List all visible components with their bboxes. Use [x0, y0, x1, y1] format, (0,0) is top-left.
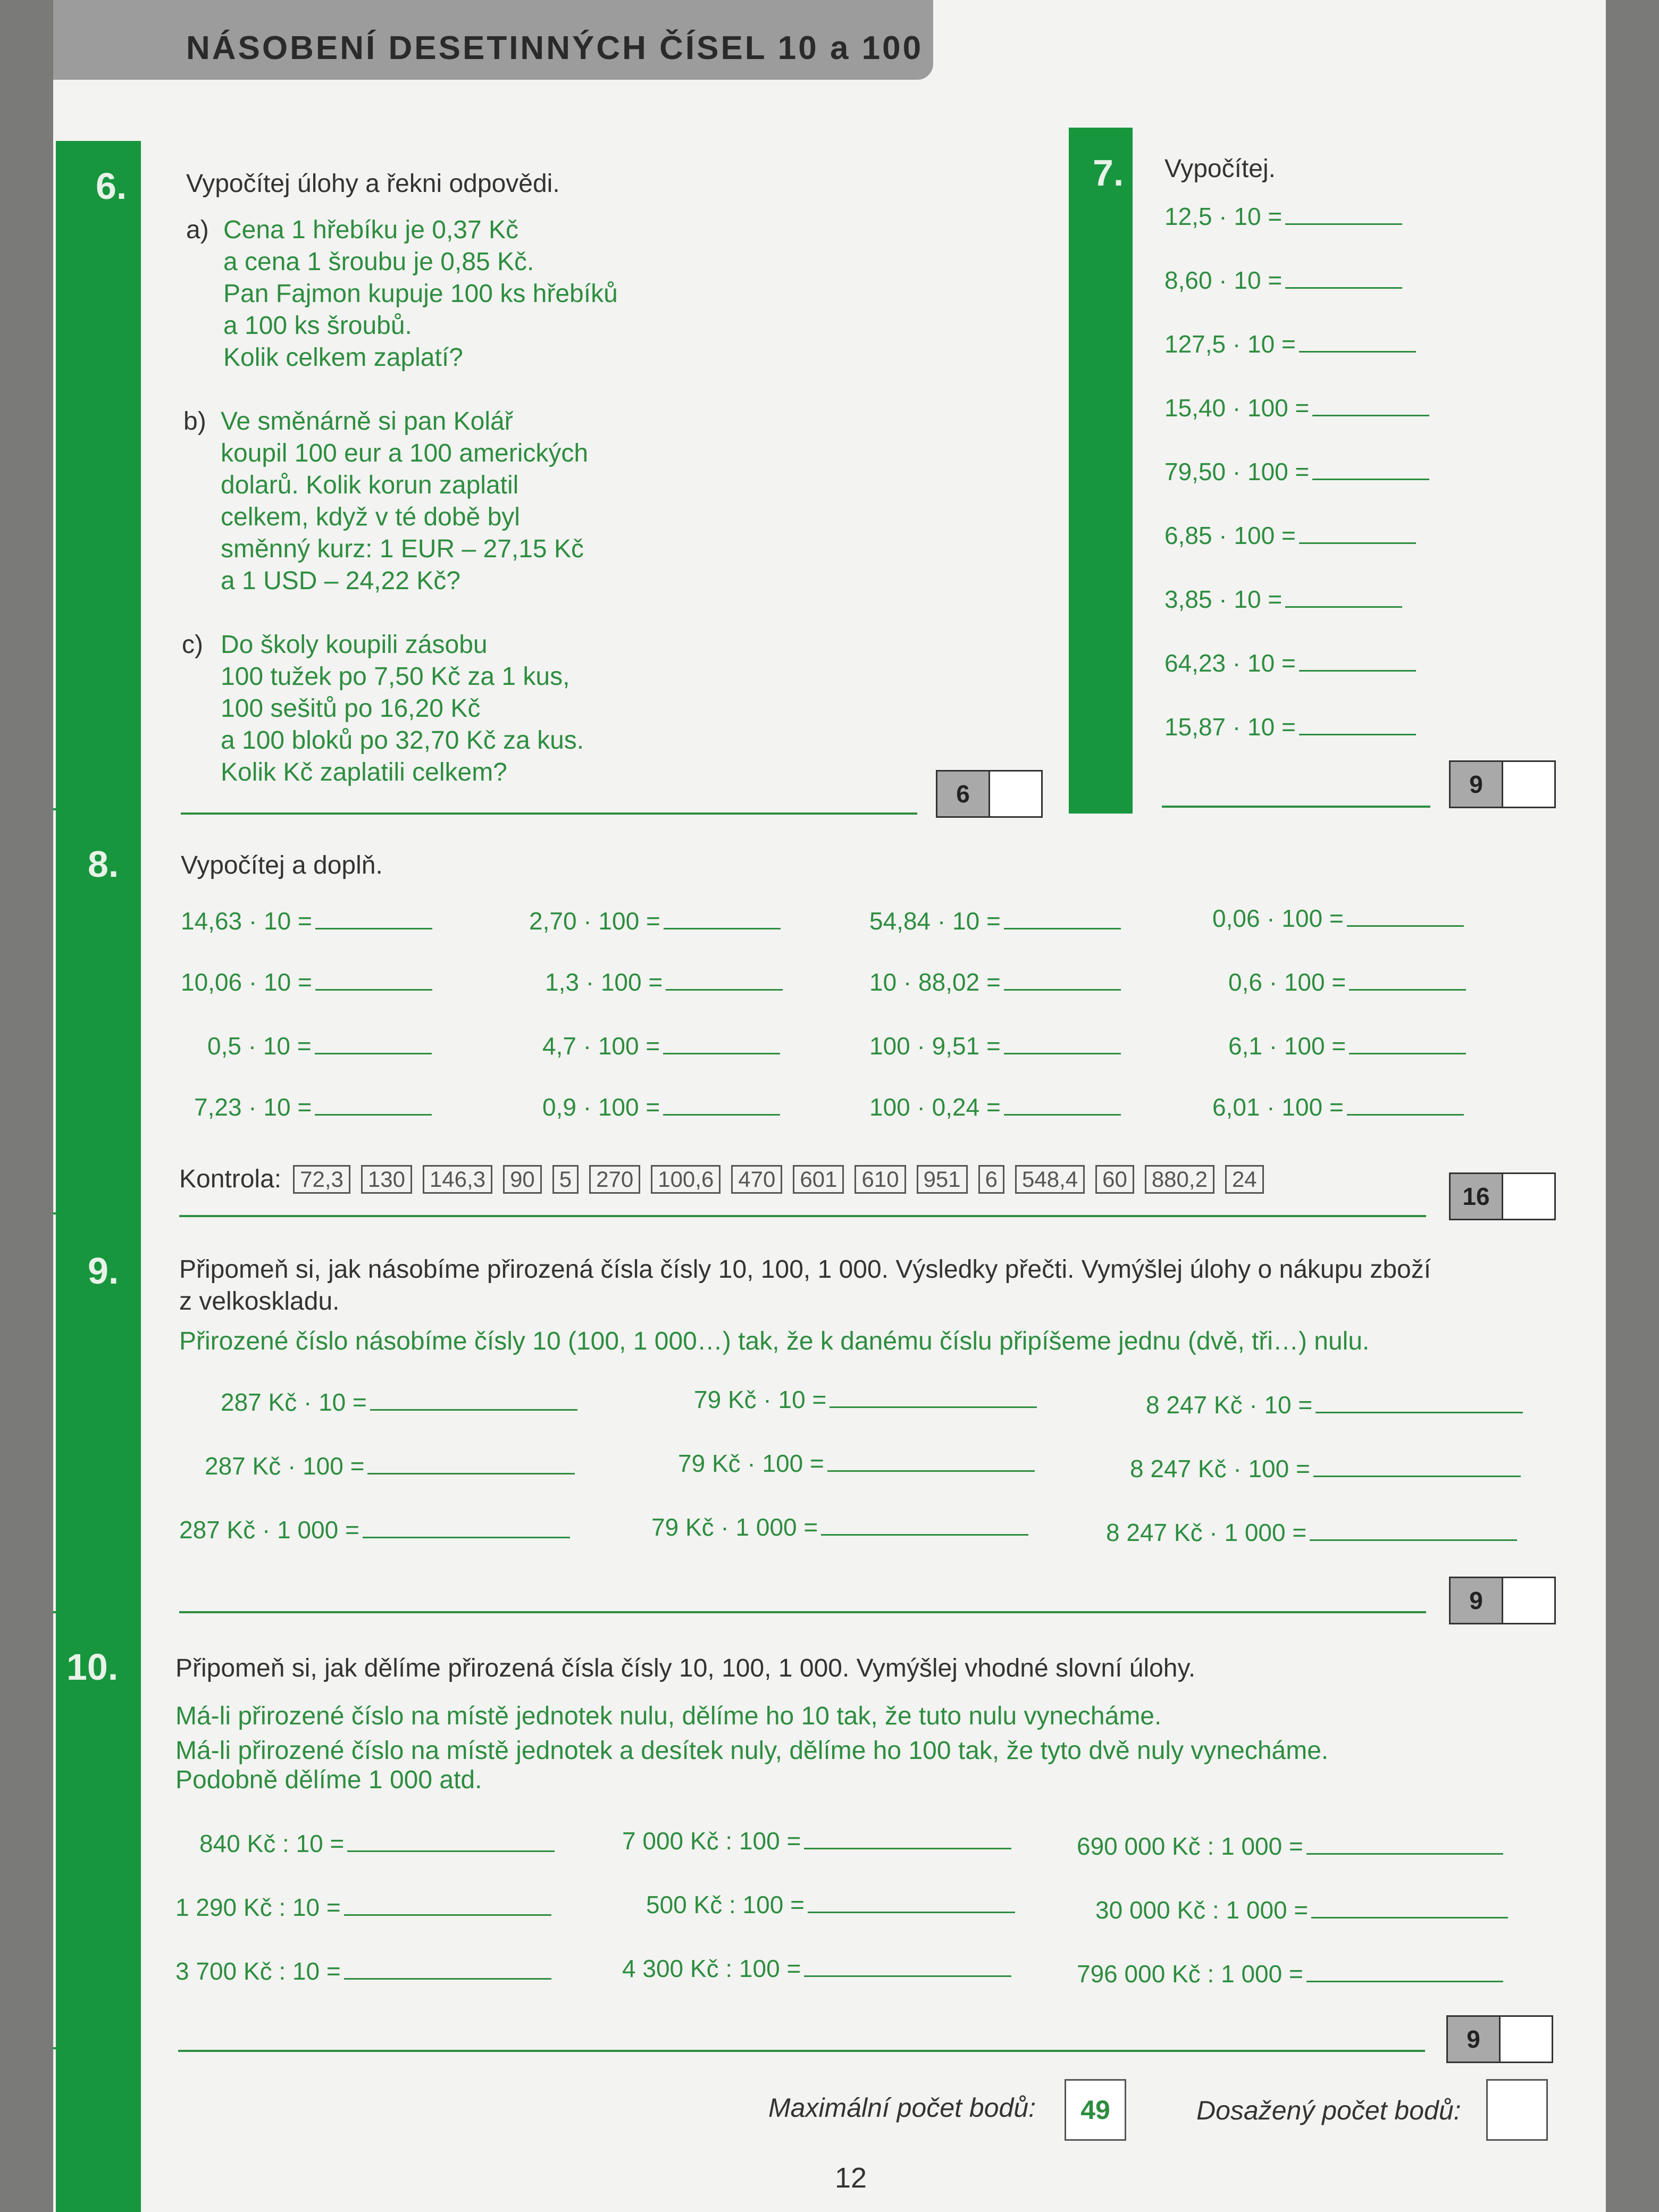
page-title: NÁSOBENÍ DESETINNÝCH ČÍSEL 10 a 100: [186, 30, 924, 66]
kontrola-value: 90: [503, 1165, 542, 1194]
answer-blank[interactable]: [1285, 204, 1402, 225]
ex6-c-line: 100 tužek po 7,50 Kč za 1 kus,: [221, 663, 570, 691]
kontrola-value: 951: [917, 1165, 968, 1194]
ex6-a-line: a cena 1 šroubu je 0,85 Kč.: [223, 248, 534, 276]
ex10-equation: 4 300 Kč : 100 =: [622, 1954, 1011, 1983]
ex6-a-line: Cena 1 hřebíku je 0,37 Kč: [223, 216, 519, 244]
ex9-equation: 287 Kč · 1 000 =: [179, 1515, 570, 1544]
answer-blank[interactable]: [1316, 1393, 1523, 1413]
kontrola-value: 100,6: [651, 1165, 720, 1194]
answer-blank[interactable]: [315, 1034, 432, 1054]
ex6-a-label: a): [186, 216, 209, 244]
ex6-b-line: a 1 USD – 24,22 Kč?: [221, 567, 460, 595]
section-divider: [53, 2047, 128, 2049]
ex9-equation: 8 247 Kč · 1 000 =: [1106, 1518, 1517, 1547]
answer-blank[interactable]: [1285, 587, 1402, 608]
answer-blank[interactable]: [315, 970, 432, 991]
answer-blank[interactable]: [1299, 332, 1416, 353]
ex7-equation: 6,85 · 100 =: [1164, 521, 1416, 550]
answer-blank[interactable]: [1349, 1034, 1466, 1054]
ex6-points-value: 6: [937, 772, 990, 816]
ex8-points-input[interactable]: [1503, 1174, 1554, 1219]
answer-blank[interactable]: [1285, 268, 1402, 289]
exercise-9-number: 9.: [88, 1250, 119, 1292]
exercise-8-heading: Vypočítej a doplň.: [181, 851, 383, 879]
ex6-points-input[interactable]: [990, 772, 1041, 816]
ex7-equation: 15,87 · 10 =: [1164, 713, 1416, 741]
answer-blank[interactable]: [1349, 970, 1466, 991]
ex10-equation: 1 290 Kč : 10 =: [175, 1893, 551, 1922]
ex10-equation: 690 000 Kč : 1 000 =: [1077, 1832, 1503, 1861]
answer-blank[interactable]: [663, 1095, 780, 1116]
answer-blank[interactable]: [830, 1387, 1037, 1408]
ex8-answer-line[interactable]: [179, 1215, 1426, 1217]
ex9-equation: 79 Kč · 100 =: [678, 1449, 1035, 1478]
achieved-points-label: Dosažený počet bodů:: [1196, 2096, 1461, 2125]
achieved-points-input[interactable]: [1486, 2079, 1548, 2141]
ex8-points-box: [1449, 1172, 1556, 1220]
kontrola-value: 72,3: [293, 1165, 350, 1194]
answer-blank[interactable]: [367, 1454, 575, 1474]
section-divider: [53, 1212, 128, 1214]
kontrola-value: 470: [731, 1165, 782, 1194]
ex9-points-input[interactable]: [1503, 1578, 1554, 1623]
answer-blank[interactable]: [1310, 1520, 1517, 1541]
ex10-answer-line[interactable]: [178, 2050, 1425, 2052]
ex7-equation: 79,50 · 100 =: [1164, 457, 1429, 486]
exercise-10-heading: Připomeň si, jak dělíme přirozená čísla čísly 10, 100, 1 000. Vymýšlej vhodné slovní úlohy.: [175, 1654, 1196, 1682]
answer-blank[interactable]: [1004, 1034, 1121, 1054]
ex8-equation: 7,23 · 10 =: [194, 1093, 432, 1121]
ex6-c-label: c): [182, 631, 203, 659]
ex10-equation: 7 000 Kč : 100 =: [622, 1826, 1011, 1855]
kontrola-value: 5: [552, 1165, 579, 1194]
ex10-points-input[interactable]: [1501, 2017, 1552, 2062]
exercise-8-number: 8.: [88, 843, 119, 885]
ex8-equation: 2,70 · 100 =: [529, 907, 781, 935]
ex6-points-box: [936, 770, 1043, 818]
answer-blank[interactable]: [1004, 1095, 1121, 1116]
workbook-page: [53, 0, 1606, 2212]
ex10-equation: 796 000 Kč : 1 000 =: [1077, 1959, 1503, 1988]
ex8-equation: 6,01 · 100 =: [1212, 1093, 1464, 1121]
max-points-label: Maximální počet bodů:: [768, 2093, 1036, 2123]
ex8-points-value: 16: [1451, 1174, 1503, 1219]
ex9-points-box: [1449, 1577, 1556, 1624]
answer-blank[interactable]: [663, 1034, 780, 1054]
answer-blank[interactable]: [1347, 1095, 1464, 1116]
ex10-equation: 30 000 Kč : 1 000 =: [1095, 1896, 1508, 1924]
answer-blank[interactable]: [1306, 1962, 1503, 1982]
ex9-points-value: 9: [1451, 1578, 1503, 1623]
exercise-6-number: 6.: [96, 165, 127, 207]
kontrola-value: 146,3: [423, 1165, 492, 1194]
answer-blank[interactable]: [821, 1515, 1028, 1536]
ex6-b-line: koupil 100 eur a 100 amerických: [221, 439, 589, 467]
ex8-equation: 100 · 9,51 =: [869, 1032, 1121, 1060]
kontrola-value: 6: [978, 1165, 1004, 1194]
section-divider: [53, 1611, 128, 1613]
answer-blank[interactable]: [827, 1451, 1035, 1472]
max-points-value: 49: [1065, 2079, 1126, 2141]
left-green-sidebar: [56, 141, 141, 2212]
exercise-7-green-band: [1069, 128, 1133, 814]
answer-blank[interactable]: [370, 1390, 577, 1411]
answer-blank[interactable]: [1299, 651, 1416, 672]
answer-blank[interactable]: [363, 1518, 570, 1538]
answer-blank[interactable]: [315, 1095, 432, 1116]
ex6-c-line: 100 sešitů po 16,20 Kč: [221, 694, 481, 723]
ex6-b-line: celkem, když v té době byl: [221, 503, 520, 531]
answer-blank[interactable]: [1299, 715, 1416, 735]
ex8-equation: 0,5 · 10 =: [207, 1032, 432, 1060]
ex8-equation: 4,7 · 100 =: [542, 1032, 780, 1060]
ex8-equation: 0,06 · 100 =: [1212, 904, 1464, 933]
exercise-9-heading-line1: Připomeň si, jak násobíme přirozená čísla čísly 10, 100, 1 000. Výsledky přečti. Vymýšlej úlohy o nákupu zboží: [179, 1255, 1431, 1284]
ex8-equation: 1,3 · 100 =: [545, 968, 783, 996]
ex7-equation: 8,60 · 10 =: [1164, 266, 1402, 295]
kontrola-value: 24: [1225, 1165, 1264, 1194]
page-number: 12: [835, 2162, 867, 2194]
ex7-points-box: [1449, 760, 1556, 808]
kontrola-value: 880,2: [1145, 1165, 1214, 1194]
ex7-answer-line[interactable]: [1162, 806, 1430, 808]
kontrola-value: 601: [793, 1165, 844, 1194]
ex7-equation: 3,85 · 10 =: [1164, 585, 1402, 614]
ex6-answer-line[interactable]: [181, 812, 917, 815]
ex10-points-box: [1446, 2015, 1553, 2063]
kontrola-value: 130: [361, 1165, 412, 1194]
answer-blank[interactable]: [1306, 1834, 1503, 1855]
ex9-answer-line[interactable]: [179, 1611, 1426, 1613]
answer-blank[interactable]: [804, 1956, 1011, 1977]
ex6-c-line: Kolik Kč zaplatili celkem?: [221, 758, 507, 786]
answer-blank[interactable]: [1004, 970, 1121, 991]
ex6-a-line: a 100 ks šroubů.: [223, 312, 412, 340]
ex10-equation: 840 Kč : 10 =: [199, 1829, 555, 1858]
answer-blank[interactable]: [1313, 1456, 1521, 1477]
exercise-10-rule: Má-li přirozené číslo na místě jednotek a desítek nuly, dělíme ho 100 tak, že tyto dvě nuly vynecháme.: [175, 1737, 1329, 1765]
ex6-a-line: Pan Fajmon kupuje 100 ks hřebíků: [223, 280, 618, 308]
ex9-equation: 287 Kč · 10 =: [221, 1388, 577, 1417]
ex8-equation: 0,6 · 100 =: [1228, 968, 1466, 996]
answer-blank[interactable]: [1299, 523, 1416, 544]
answer-blank[interactable]: [1347, 906, 1464, 927]
ex8-equation: 0,9 · 100 =: [542, 1093, 780, 1121]
ex8-equation: 10,06 · 10 =: [181, 968, 432, 996]
ex9-equation: 8 247 Kč · 10 =: [1146, 1390, 1523, 1419]
exercise-6-heading: Vypočítej úlohy a řekni odpovědi.: [186, 170, 560, 198]
ex6-b-line: dolarů. Kolik korun zaplatil: [221, 471, 519, 499]
ex9-equation: 79 Kč · 10 =: [694, 1385, 1037, 1414]
answer-blank[interactable]: [808, 1892, 1015, 1913]
answer-blank[interactable]: [1312, 459, 1429, 480]
kontrola-value: 60: [1095, 1165, 1134, 1194]
ex7-equation: 12,5 · 10 =: [1164, 202, 1402, 231]
ex9-equation: 79 Kč · 1 000 =: [651, 1513, 1028, 1541]
kontrola-label: Kontrola:: [179, 1165, 282, 1193]
answer-blank[interactable]: [1004, 909, 1121, 929]
ex8-kontrola-row: [179, 1164, 1275, 1194]
kontrola-value: 610: [854, 1165, 906, 1194]
ex6-c-line: Do školy koupili zásobu: [221, 631, 488, 659]
ex8-equation: 100 · 0,24 =: [869, 1093, 1121, 1121]
title-bar: [53, 0, 933, 80]
ex7-equation: 64,23 · 10 =: [1164, 649, 1416, 677]
ex8-equation: 14,63 · 10 =: [181, 907, 432, 935]
ex9-equation: 287 Kč · 100 =: [205, 1452, 575, 1480]
exercise-7-heading: Vypočítej.: [1164, 155, 1276, 183]
answer-blank[interactable]: [1311, 1898, 1508, 1918]
ex6-c-line: a 100 bloků po 32,70 Kč za kus.: [221, 726, 584, 755]
exercise-10-rule: Má-li přirozené číslo na místě jednotek nulu, dělíme ho 10 tak, že tuto nulu vynecháme.: [175, 1702, 1162, 1730]
kontrola-value: 548,4: [1015, 1165, 1085, 1194]
answer-blank[interactable]: [664, 909, 781, 929]
exercise-7-number: 7.: [1093, 152, 1124, 194]
ex7-equation: 127,5 · 10 =: [1164, 330, 1416, 358]
ex8-equation: 10 · 88,02 =: [869, 968, 1121, 996]
answer-blank[interactable]: [666, 970, 783, 991]
exercise-9-rule: Přirozené číslo násobíme čísly 10 (100, 1 000…) tak, že k danému číslu připíšeme jednu (dvě, tři…) nulu.: [179, 1327, 1370, 1355]
ex10-points-value: 9: [1448, 2017, 1501, 2062]
answer-blank[interactable]: [344, 1895, 551, 1916]
answer-blank[interactable]: [344, 1959, 551, 1980]
exercise-9-heading-line2: z velkoskladu.: [179, 1287, 340, 1316]
ex10-equation: 500 Kč : 100 =: [646, 1890, 1015, 1919]
ex6-a-line: Kolik celkem zaplatí?: [223, 343, 463, 372]
answer-blank[interactable]: [347, 1831, 555, 1852]
answer-blank[interactable]: [315, 909, 432, 929]
ex9-equation: 8 247 Kč · 100 =: [1130, 1454, 1521, 1483]
ex7-equation: 15,40 · 100 =: [1164, 393, 1429, 422]
ex7-points-input[interactable]: [1503, 762, 1554, 807]
ex6-b-line: směnný kurz: 1 EUR – 27,15 Kč: [221, 535, 584, 563]
kontrola-value: 270: [589, 1165, 640, 1194]
ex6-b-line: Ve směnárně si pan Kolář: [221, 407, 513, 435]
ex10-equation: 3 700 Kč : 10 =: [175, 1957, 551, 1985]
answer-blank[interactable]: [1312, 396, 1429, 416]
answer-blank[interactable]: [804, 1829, 1011, 1849]
exercise-10-rule: Podobně dělíme 1 000 atd.: [175, 1766, 482, 1794]
ex7-points-value: 9: [1451, 762, 1503, 807]
ex8-equation: 6,1 · 100 =: [1228, 1032, 1466, 1060]
ex6-b-label: b): [183, 407, 206, 435]
exercise-10-number: 10.: [66, 1646, 119, 1688]
section-divider: [53, 808, 128, 810]
ex8-equation: 54,84 · 10 =: [869, 907, 1121, 935]
